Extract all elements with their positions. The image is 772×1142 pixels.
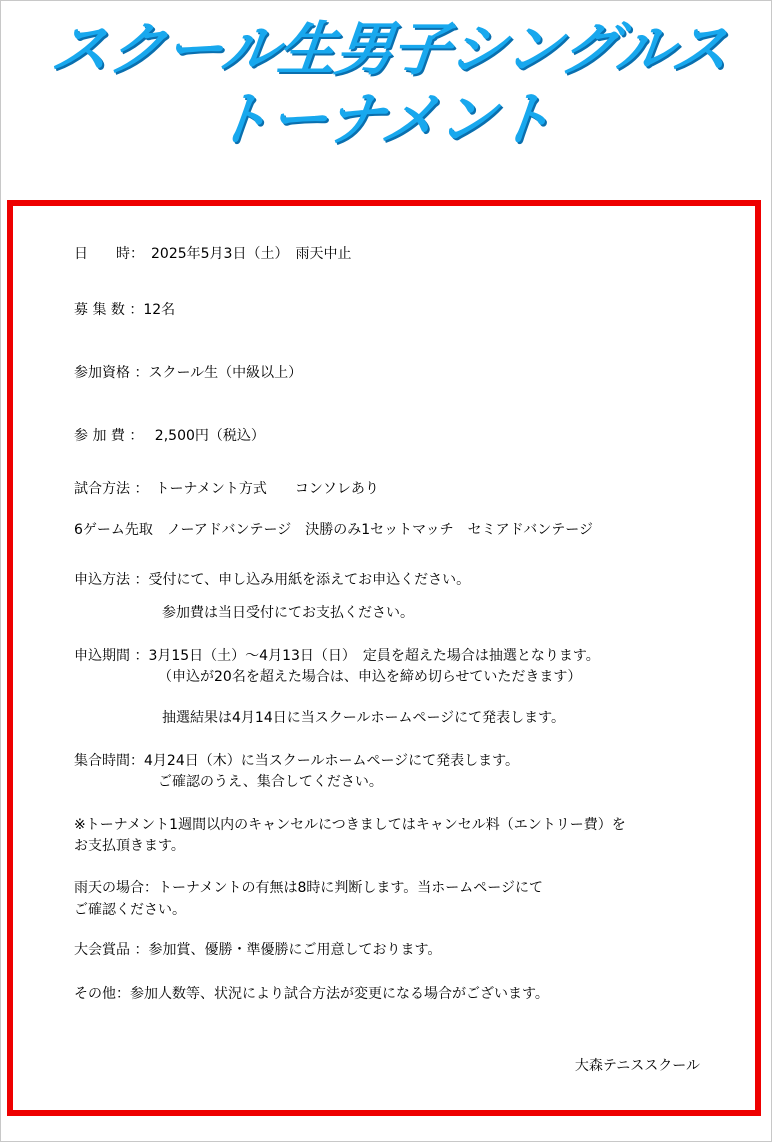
cancellation-fee-line: お支払頂きます。 [74, 838, 185, 854]
application-method-line: 申込方法 ：受付にて、申し込み用紙を添えてお申込ください。 [74, 572, 471, 588]
prizes-line: 大会賞品 ：参加賞、優勝・準優勝にご用意しております。 [74, 942, 442, 958]
rain-confirm-line: ご確認ください。 [74, 902, 186, 918]
application-period-line: 申込期間 ：3月15日（土）～4月13日（日） 定員を超えた場合は抽選となります。 [74, 648, 600, 664]
organizer-name: 大森テニススクール [574, 1058, 700, 1074]
assembly-time-line: 集合時間：4月24日（木）に当スクールホームページにて発表します。 [74, 753, 520, 769]
event-title [0, 14, 772, 154]
application-limit-line: （申込が20名を超えた場合は、申込を締め切らせていただきます） [158, 669, 582, 685]
rules-line: 6ゲーム先取 ノーアドバンテージ 決勝のみ1セットマッチ セミアドバンテージ [74, 522, 594, 538]
rain-policy-line: 雨天の場合：トーナメントの有無は8時に判断します。当ホームページにて [74, 880, 543, 896]
title-line-2: トーナメント [208, 85, 556, 153]
assembly-confirm-line: ご確認のうえ、集合してください。 [158, 774, 383, 790]
title-line-1: スクール生男子シングルス [47, 15, 732, 83]
fee-line: 参 加 費 ： 2,500円（税込） [74, 428, 265, 444]
cancellation-line: ※トーナメント1週間以内のキャンセルにつきましてはキャンセル料（エントリー費）を [74, 817, 626, 833]
other-notes-line: その他：参加人数等、状況により試合方法が変更になる場合がございます。 [74, 986, 549, 1002]
eligibility-line: 参加資格 ：スクール生（中級以上） [74, 365, 303, 381]
format-line: 試合方法 ： トーナメント方式 コンソレあり [74, 481, 379, 497]
date-line: 日 時： 2025年5月3日（土） 雨天中止 [74, 246, 352, 262]
capacity-line: 募 集 数 ：12名 [74, 302, 176, 318]
lottery-result-line: 抽選結果は4月14日に当スクールホームページにて発表します。 [162, 710, 566, 726]
application-method-fee-line: 参加費は当日受付にてお支払ください。 [162, 605, 414, 621]
